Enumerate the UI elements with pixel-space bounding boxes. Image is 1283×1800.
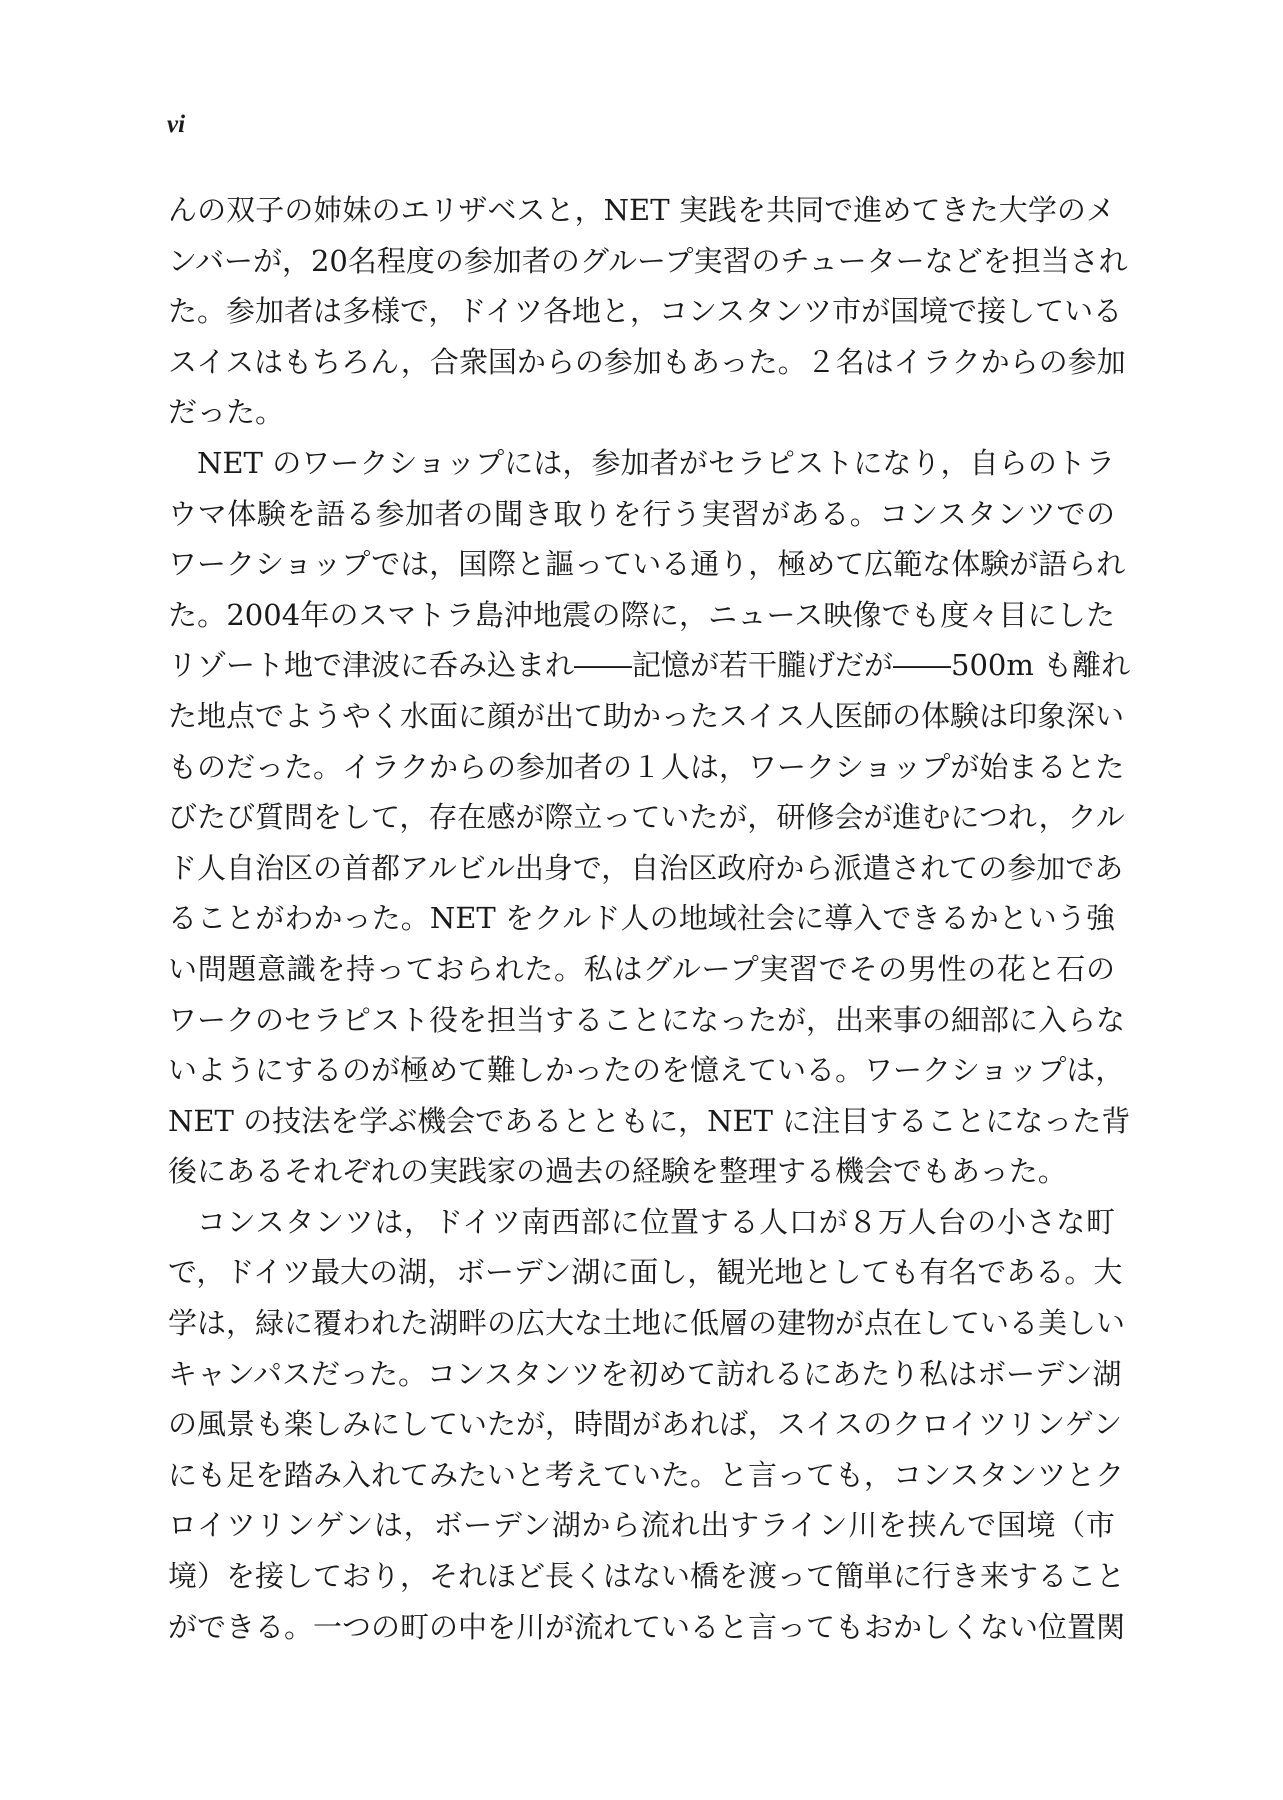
- text-line: びたび質問をして，存在感が際立っていたが，研修会が進むにつれ，クル: [168, 800, 1125, 835]
- text-line: んの双子の姉妹のエリザベスと，NET 実践を共同で進めてきた大学のメ: [168, 193, 1115, 227]
- text-line: NET の技法を学ぶ機会であるとともに，NET に注目することになった背: [168, 1103, 1131, 1138]
- text-line: にも足を踏み入れてみたいと考えていた。と言っても，コンスタンツとク: [168, 1457, 1125, 1492]
- text-line: い問題意識を持っておられた。私はグループ実習でその男性の花と石の: [168, 951, 1115, 986]
- text-line: ウマ体験を語る参加者の聞き取りを行う実習がある。コンスタンツでの: [168, 496, 1115, 531]
- text-line: ものだった。イラクからの参加者の１人は，ワークショップが始まるとた: [168, 749, 1125, 784]
- text-line: NET のワークショップには，参加者がセラピストになり，自らのトラ: [197, 445, 1115, 480]
- page-number: vi: [167, 111, 186, 138]
- text-line: の風景も楽しみにしていたが，時間があれば，スイスのクロイツリンゲン: [168, 1407, 1123, 1442]
- text-line: ロイツリンゲンは，ボーデン湖から流れ出すライン川を挟んで国境（市: [168, 1508, 1115, 1543]
- text-line: 境）を接しており，それほど長くはない橋を渡って簡単に行き来すること: [168, 1559, 1126, 1594]
- text-line: キャンパスだった。コンスタンツを初めて訪れるにあたり私はボーデン湖: [168, 1356, 1122, 1391]
- text-line: 後にあるそれぞれの実践家の過去の経験を整理する機会でもあった。: [168, 1154, 1067, 1189]
- text-line: いようにするのが極めて難しかったのを憶えている。ワークショップは，: [168, 1053, 1125, 1088]
- text-line: た。2004年のスマトラ島沖地震の際に，ニュース映像でも度々目にした: [168, 597, 1115, 632]
- text-line: た地点でようやく水面に顔が出て助かったスイス人医師の体験は印象深い: [168, 698, 1125, 733]
- text-line: コンスタンツは，ドイツ南西部に位置する人口が８万人台の小さな町: [197, 1204, 1115, 1239]
- text-line: た。参加者は多様で，ドイツ各地と，コンスタンツ市が国境で接している: [168, 294, 1123, 329]
- body-text: [168, 185, 1131, 1652]
- text-line: だった。: [168, 395, 285, 430]
- text-line: リゾート地で津波に呑み込まれ――記憶が若干朧げだが――500m も離れ: [168, 648, 1131, 683]
- text-line: ワークショップでは，国際と謳っている通り，極めて広範な体験が語られ: [168, 547, 1126, 582]
- text-line: スイスはもちろん，合衆国からの参加もあった。２名はイラクからの参加: [168, 344, 1126, 379]
- text-line: ンバーが，20名程度の参加者のグループ実習のチューターなどを担当され: [168, 243, 1128, 278]
- text-line: ワークのセラピスト役を担当することになったが，出来事の細部に入らな: [168, 1002, 1126, 1037]
- text-line: ることがわかった。NET をクルド人の地域社会に導入できるかという強: [168, 901, 1115, 936]
- text-line: ド人自治区の首都アルビル出身で，自治区政府から派遣されての参加であ: [168, 850, 1124, 885]
- text-line: 学は，緑に覆われた湖畔の広大な土地に低層の建物が点在している美しい: [168, 1306, 1126, 1341]
- text-line: で，ドイツ最大の湖，ボーデン湖に面し，観光地としても有名である。大: [168, 1255, 1123, 1290]
- text-line: ができる。一つの町の中を川が流れていると言ってもおかしくない位置関: [168, 1609, 1126, 1644]
